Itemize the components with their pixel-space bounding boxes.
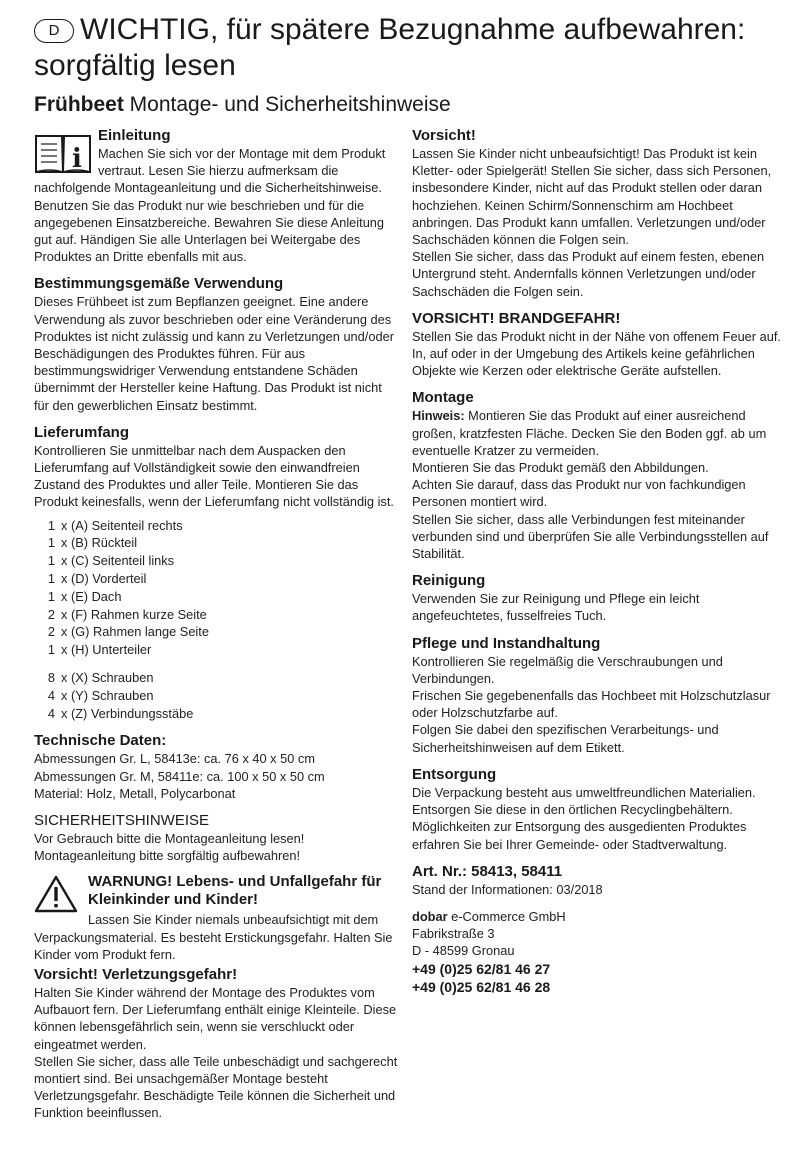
info-date: Stand der Informationen: 03/2018 [412, 881, 603, 897]
company-city: D - 48599 Gronau [412, 943, 515, 959]
text-pflege-1: Kontrollieren Sie regelmäßig die Verschraubungen und Verbindungen. [412, 653, 723, 686]
heading-lieferumfang: Lieferumfang [34, 423, 130, 441]
text-lieferumfang: Kontrollieren Sie unmittelbar nach dem Auspacken den Lieferumfang auf Vollständigkeit sowie den einwandfreien Zustand des Produktes und aller Teile. Montieren Sie das Produkt keinesfalls, wenn der Lieferumfang nicht vollständig ist. [34, 442, 394, 510]
text-einleitung: Machen Sie sich vor der Montage mit dem Produkt vertraut. Lesen Sie hierzu aufmerksam die nachfolgende Montageanleitung und die Sicherheitshinweise. Benutzen Sie das Produkt nur wie beschrieben und für die angegebenen Einsatzbereiche. Bewahren Sie diese Anleitung gut auf. Händigen Sie alle Unterlagen bei Weitergabe des Produktes an Dritte ebenfalls mit aus. [34, 146, 386, 265]
heading-technische-daten: Technische Daten: [34, 732, 167, 750]
list-item: 4 x (Z) Verbindungsstäbe [47, 705, 194, 721]
section-warnung [34, 873, 400, 963]
section-bestimmung [34, 274, 400, 413]
heading-reinigung: Reinigung [412, 572, 486, 590]
subtitle-product: Frühbeet [34, 93, 124, 116]
section-sicherheitshinweise [34, 811, 400, 864]
safety-line: Vor Gebrauch bitte die Montageanleitung lesen! [34, 831, 305, 847]
text-warnung: Lassen Sie Kinder niemals unbeaufsichtigt mit dem Verpackungsmaterial. Es besteht Erstickungsgefahr. Halten Sie Kinder vom Produkt fern. [34, 912, 393, 962]
section-einleitung [34, 126, 400, 265]
list-item: 4 x (Y) Schrauben [47, 687, 154, 703]
heading-warnung: WARNUNG! Lebens- und Unfallgefahr für Kleinkinder und Kinder! [88, 873, 382, 909]
heading-sicherheitshinweise: SICHERHEITSHINWEISE [34, 812, 210, 830]
text-entsorgung: Die Verpackung besteht aus umweltfreundlichen Materialien. Entsorgen Sie diese in den örtlichen Recyclingbehältern. Möglichkeiten zur Entsorgung des ausgedienten Produktes erfahren Sie bei Ihrer Gemeinde- oder Stadtverwaltung. [412, 784, 756, 852]
heading-vorsicht: Vorsicht! [412, 127, 476, 144]
info-book-icon [34, 130, 92, 174]
section-artikel [412, 862, 787, 898]
text-vorsicht-2: Stellen Sie sicher, dass das Produkt auf einem festen, ebenen Untergrund steht. Andernfalls können Verletzungen und/oder Sachschäden die Folgen sein. [412, 249, 765, 299]
article-number: Art. Nr.: 58413, 58411 [412, 862, 563, 880]
heading-montage: Montage [412, 389, 474, 407]
text-pflege-2: Frischen Sie gegebenenfalls das Hochbeet mit Holzschutzlasur oder Holzschutzfarbe auf. [412, 688, 771, 721]
text-montage-2: Montieren Sie das Produkt gemäß den Abbildungen. [412, 460, 709, 476]
text-verletzungsgefahr-1: Halten Sie Kinder während der Montage des Produktes vom Aufbauort fern. Der Lieferumfang enthält einige Kleinteile. Diese können lebensgefährlich sein, wenn sie verschluckt oder eingeatmet werden. [34, 985, 397, 1052]
title-line-1 [34, 12, 794, 48]
section-montage [412, 388, 787, 562]
list-item: 1 x (E) Dach [47, 588, 122, 604]
phone-number: +49 (0)25 62/81 46 28 [412, 978, 551, 995]
list-item: 1 x (B) Rückteil [47, 535, 138, 551]
list-item: 1 x (H) Unterteiler [47, 642, 152, 658]
language-badge: D [34, 19, 74, 43]
section-entsorgung [412, 765, 787, 853]
tech-line: Abmessungen Gr. M, 58411e: ca. 100 x 50 x 50 cm [34, 768, 325, 784]
section-technische-daten [34, 731, 400, 802]
list-item: 8 x (X) Schrauben [47, 670, 154, 686]
heading-einleitung: Einleitung [98, 127, 171, 144]
section-lieferumfang [34, 423, 400, 723]
text-bestimmung: Dieses Frühbeet ist zum Bepflanzen geeignet. Eine andere Verwendung als zuvor beschrieben oder eine Veränderung des Produktes ist nicht zulässig und kann zu Verletzungen und/oder Beschädigungen des Produktes führen. Für aus bestimmungswidriger Verwendung entstandene Schäden übernimmt der Hersteller keine Haftung. Das Produkt ist nicht für den gewerblichen Einsatz bestimmt. [34, 294, 394, 413]
heading-entsorgung: Entsorgung [412, 765, 497, 783]
section-verletzungsgefahr [34, 965, 400, 1122]
company-name: dobar e-Commerce GmbH [412, 908, 566, 924]
text-montage-hinweis: Hinweis: Montieren Sie das Produkt auf einer ausreichend großen, kratzfesten Fläche. Decken Sie den Boden ggf. ab um eventuelle Kratzer zu vermeiden. [412, 408, 767, 458]
tech-line: Material: Holz, Metall, Polycarbonat [34, 785, 236, 801]
list-item: 2 x (G) Rahmen lange Seite [47, 624, 209, 640]
section-pflege [412, 634, 787, 756]
hinweis-label: Hinweis: [412, 408, 465, 424]
document-header [34, 12, 794, 118]
section-reinigung [412, 571, 787, 624]
heading-verletzungsgefahr: Vorsicht! Verletzungsgefahr! [34, 966, 238, 984]
heading-brandgefahr: VORSICHT! BRANDGEFAHR! [412, 309, 621, 327]
text-pflege-3: Folgen Sie dabei den spezifischen Verarbeitungs- und Sicherheitshinweisen auf dem Etikett. [412, 722, 719, 755]
list-item: 1 x (D) Vorderteil [47, 571, 147, 587]
safety-line: Montageanleitung bitte sorgfältig aufbewahren! [34, 848, 301, 864]
text-reinigung: Verwenden Sie zur Reinigung und Pflege ein leicht angefeuchtetes, fusselfreies Tuch. [412, 591, 700, 624]
left-column [34, 126, 400, 1131]
company-address [412, 908, 787, 996]
text-montage-4: Stellen Sie sicher, dass alle Verbindungen fest miteinander verbunden sind und überprüfen Sie alle Verbindungsstellen auf Stabilität. [412, 511, 769, 562]
subtitle-rest: Montage- und Sicherheitshinweise [123, 93, 451, 116]
list-item: 2 x (F) Rahmen kurze Seite [47, 606, 207, 622]
warning-triangle-icon [34, 875, 78, 913]
text-montage-3: Achten Sie darauf, dass das Produkt nur von fachkundigen Personen montiert wird. [412, 477, 746, 510]
list-item: 1 x (C) Seitenteil links [47, 553, 175, 569]
subtitle [34, 92, 794, 118]
parts-list [42, 517, 400, 723]
svg-text:i: i [72, 144, 82, 174]
company-street: Fabrikstraße 3 [412, 926, 495, 942]
phone-number: +49 (0)25 62/81 46 27 [412, 960, 551, 977]
text-brandgefahr: Stellen Sie das Produkt nicht in der Nähe von offenem Feuer auf. In, auf oder in der Umgebung des Artikels keine gefährlichen Objekte wie Kerzen oder elektrische Geräte aufstellen. [412, 328, 781, 379]
heading-pflege: Pflege und Instandhaltung [412, 634, 601, 652]
title-line-2: sorgfältig lesen [34, 49, 236, 82]
list-item: 1 x (A) Seitenteil rechts [47, 517, 183, 533]
right-column [412, 126, 787, 996]
text-vorsicht-1: Lassen Sie Kinder nicht unbeaufsichtigt! Das Produkt ist kein Kletter- oder Spielgerät! Stellen Sie sicher, dass sich Personen, insbesondere Kinder, nicht auf das Produkt stellen oder daran hochziehen. Keinen Schirm/Sonnenschirm am Hochbeet anbringen. Das Produkt kann umfallen. Verletzungen und/oder Sachschäden können die Folgen sein. [412, 146, 772, 248]
section-brandgefahr [412, 309, 787, 380]
section-vorsicht [412, 126, 787, 300]
text-verletzungsgefahr-2: Stellen Sie sicher, dass alle Teile unbeschädigt und sachgerecht montiert sind. Bei unsachgemäßer Montage besteht Verletzungsgefahr. Beschädigte Teile können die Sicherheit und Funktion beeinflussen. [34, 1053, 398, 1121]
title-text-1: WICHTIG, für spätere Bezugnahme aufbewahren: [80, 13, 746, 46]
tech-line: Abmessungen Gr. L, 58413e: ca. 76 x 40 x 50 cm [34, 751, 315, 767]
heading-bestimmung: Bestimmungsgemäße Verwendung [34, 275, 284, 293]
